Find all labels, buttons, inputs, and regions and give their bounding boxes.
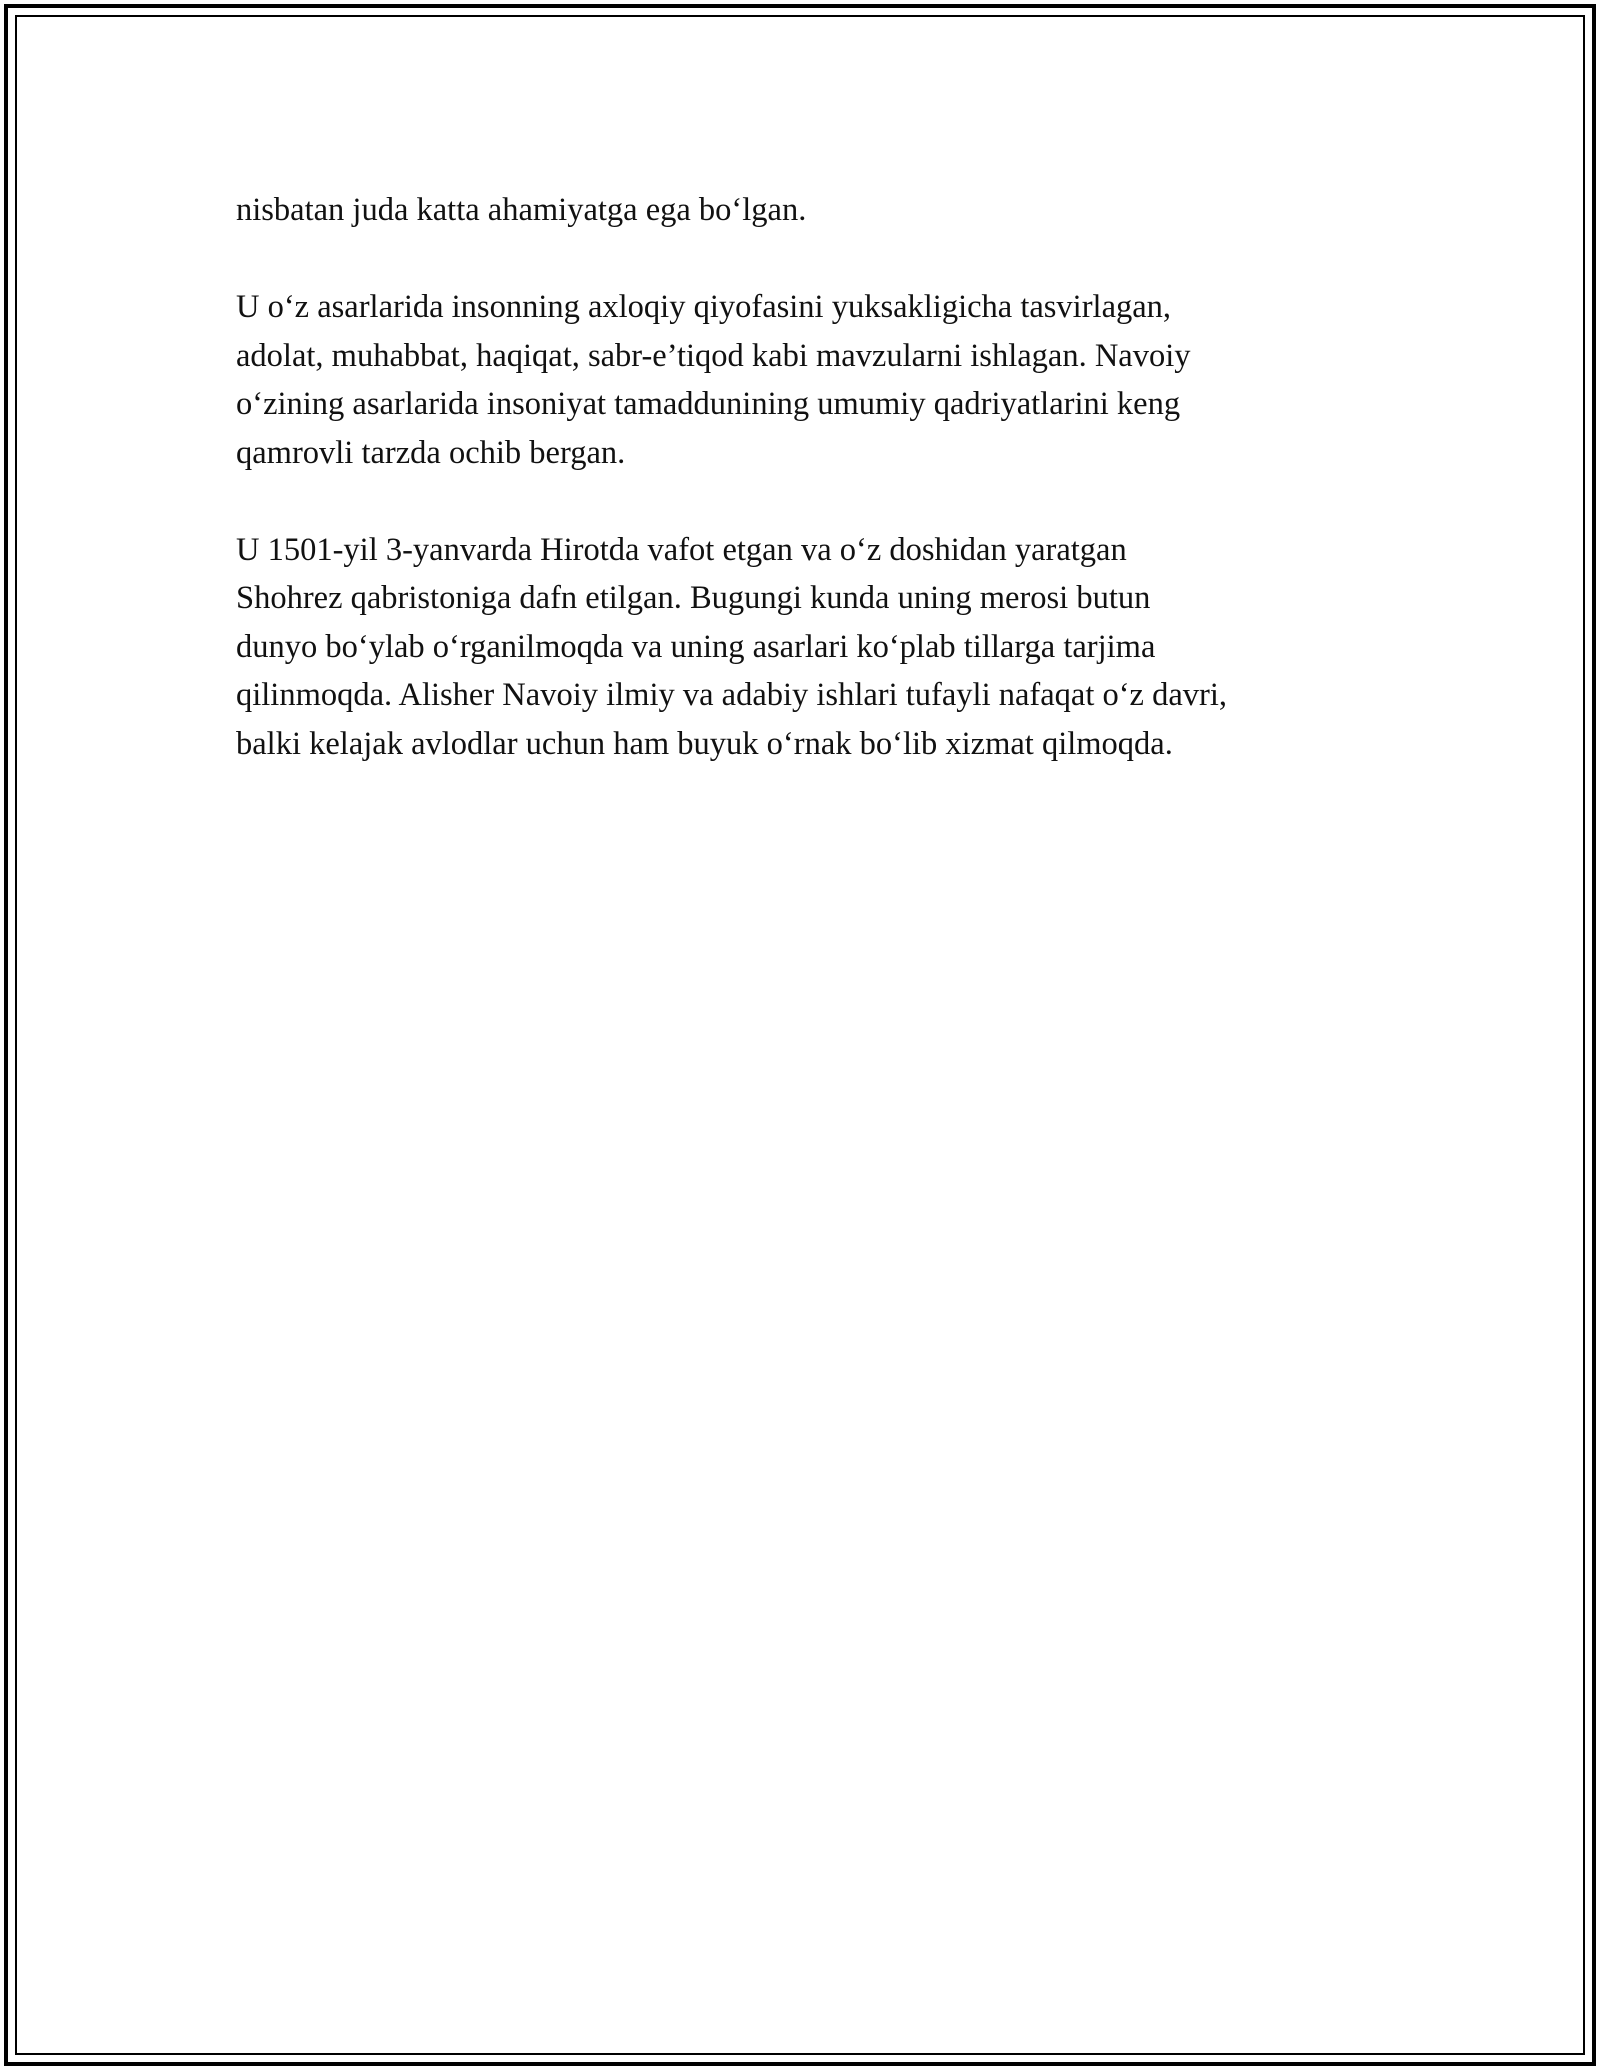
- paragraph-continuation: nisbatan juda katta ahamiyatga ega bo‘lgan.: [236, 192, 807, 228]
- document-body: [236, 186, 1366, 817]
- paragraph-moral-themes: U o‘z asarlarida insonning axloqiy qiyofasini yuksakligicha tasvirlagan, adolat, muhabbat, haqiqat, sabr-e’tiqod kabi mavzularni ishlagan. Navoiy o‘zining asarlarida insoniyat tamaddunining umumiy qadriyatlarini keng qamrovli tarzda ochib bergan.: [236, 289, 1191, 471]
- paragraph-legacy: U 1501-yil 3-yanvarda Hirotda vafot etgan va o‘z doshidan yaratgan Shohrez qabristoniga dafn etilgan. Bugungi kunda uning merosi butun dunyo bo‘ylab o‘rganilmoqda va uning asarlari ko‘plab tillarga tarjima qilinmoqda. Alisher Navoiy ilmiy va adabiy ishlari tufayli nafaqat o‘z davri, balki kelajak avlodlar uchun ham buyuk o‘rnak bo‘lib xizmat qilmoqda.: [236, 531, 1227, 762]
